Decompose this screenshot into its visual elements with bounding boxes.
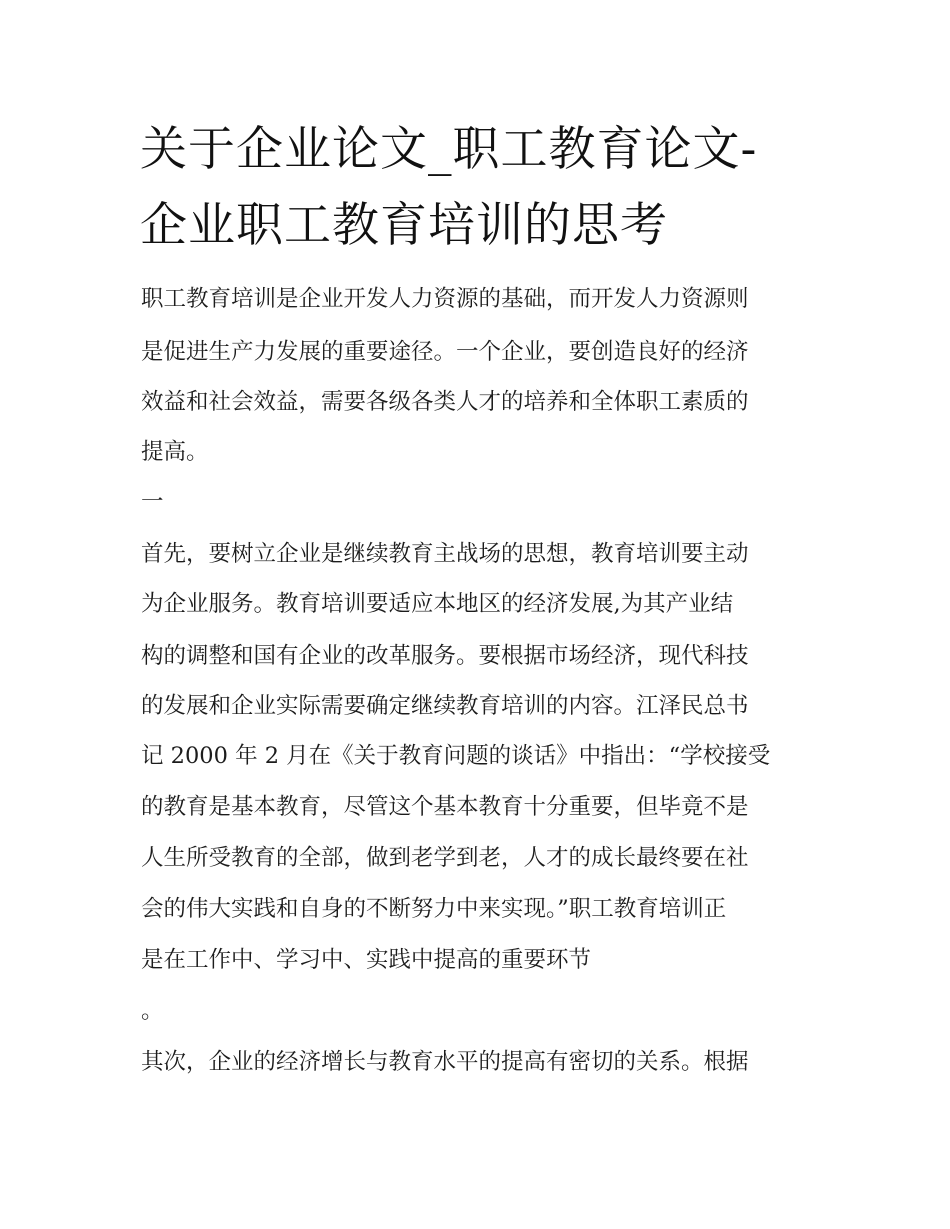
title-line-2: 企业职工教育培训的思考	[140, 198, 668, 253]
body-line: 是促进生产力发展的重要途径。一个企业，要创造良好的经济	[141, 339, 749, 365]
body-line: 会的伟大实践和自身的不断努力中来实现。”职工教育培训正	[141, 896, 727, 922]
body-line: 记 2000 年 2 月在《关于教育问题的谈话》中指出：“学校接受	[141, 743, 771, 769]
body-line: 效益和社会效益，需要各级各类人才的培养和全体职工素质的	[141, 389, 749, 415]
body-line: 的教育是基本教育，尽管这个基本教育十分重要，但毕竟不是	[141, 794, 749, 820]
body-line: 人生所受教育的全部，做到老学到老，人才的成长最终要在社	[141, 845, 749, 871]
body-line: 是在工作中、学习中、实践中提高的重要环节	[141, 947, 592, 973]
body-line: 为企业服务。教育培训要适应本地区的经济发展,为其产业结	[141, 591, 734, 617]
section-number: 一	[141, 489, 164, 515]
body-line: 职工教育培训是企业开发人力资源的基础，而开发人力资源则	[141, 286, 749, 312]
body-line: 提高。	[141, 439, 209, 465]
title-line-1: 关于企业论文_职工教育论文-	[140, 122, 758, 177]
body-line: 。	[141, 998, 164, 1024]
document-title	[140, 112, 830, 264]
body-line: 其次，企业的经济增长与教育水平的提高有密切的关系。根据	[141, 1049, 749, 1075]
body-line: 首先，要树立企业是继续教育主战场的思想，教育培训要主动	[141, 541, 749, 567]
body-line: 的发展和企业实际需要确定继续教育培训的内容。江泽民总书	[141, 693, 749, 719]
body-line: 构的调整和国有企业的改革服务。要根据市场经济，现代科技	[141, 643, 749, 669]
